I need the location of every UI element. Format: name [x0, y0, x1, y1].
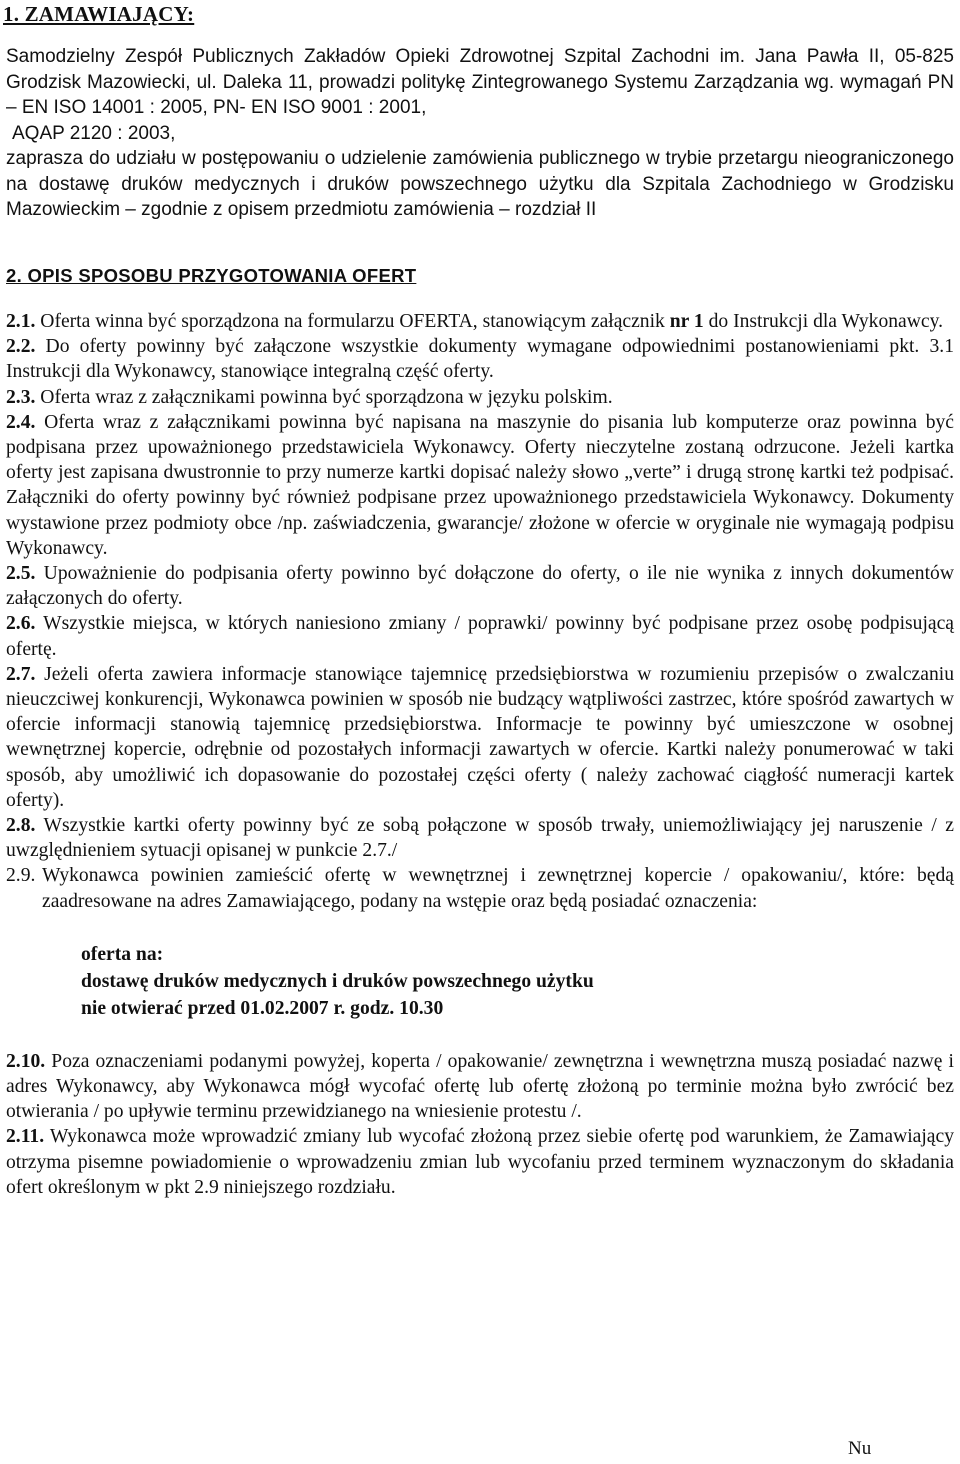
page-footer: Nu: [848, 1438, 872, 1459]
paragraph-text: Wykonawca może wprowadzić zmiany lub wycofać złożoną przez siebie ofertę pod warunkiem, że Zamawiający otrzyma pisemne powiadomienie o wprowadzeniu zmian lub wycofaniu przed terminem wyznaczonym do składania ofert określonym w pkt 2.9 niniejszego rozdziału.: [6, 1126, 954, 1198]
paragraph-number: 2.3.: [6, 386, 36, 408]
paragraph-text: Oferta winna być sporządzona na formularzu OFERTA, stanowiącym załącznik: [35, 311, 670, 332]
paragraph-2-2: [6, 334, 954, 384]
paragraph-number: 2.8.: [6, 815, 36, 837]
paragraph-2-5: [6, 561, 954, 611]
paragraph-text: Poza oznaczeniami podanymi powyżej, koperta / opakowanie/ zewnętrzna i wewnętrzna muszą posiadać nazwę i adres Wykonawcy, aby Wykonawca mógł wycofać ofertę lub ofertę złożoną po terminie można było zwrócić bez otwierania / po upływie terminu przewidzianego na wniesienie protestu /.: [6, 1050, 954, 1123]
envelope-marking: [81, 941, 954, 1022]
attachment-number: nr 1: [669, 311, 704, 332]
paragraph-text: do Instrukcji dla Wykonawcy.: [703, 311, 944, 332]
paragraph-number: 2.10.: [6, 1050, 46, 1072]
paragraph-text: Wykonawca powinien zamieścić ofertę w wewnętrznej i zewnętrznej kopercie / opakowaniu/, które: będą zaadresowane na adres Zamawiającego, podany na wstępie oraz będą posiadać oznaczenia:: [42, 865, 954, 912]
envelope-line-3: nie otwierać przed 01.02.2007 r. godz. 10.30: [81, 997, 444, 1019]
paragraph-number: 2.5.: [6, 563, 36, 585]
paragraph-number: 2.1.: [6, 311, 36, 332]
paragraph-text: Jeżeli oferta zawiera informacje stanowiące tajemnicę przedsiębiorstwa w rozumieniu przepisów o zwalczaniu nieuczciwej konkurencji, Wykonawca powinien w sposób nie budzący wątpliwości zastrzec, które spośród zawartych w ofercie informacji stanowią tajemnicę przedsiębiorstwa. Informacje te powinny być umieszczone w osobnej wewnętrznej kopercie, odrębnie od pozostałych informacji zawartych w ofercie. Kartki należy ponumerować w taki sposób, aby umożliwić ich dopasowanie do pozostałej części oferty ( należy zachować ciągłość numeracji kartek oferty).: [6, 663, 954, 811]
paragraph-2-6: [6, 611, 954, 661]
paragraph-2-9: [6, 863, 954, 913]
envelope-line-1: oferta na:: [81, 943, 164, 965]
paragraph-number: 2.2.: [6, 336, 36, 358]
paragraph-number: 2.7.: [6, 663, 36, 685]
paragraph-2-8: [6, 813, 954, 863]
paragraph-text: Wszystkie miejsca, w których naniesiono zmiany / poprawki/ powinny być podpisane przez osobę podpisującą ofertę.: [6, 613, 954, 660]
intro-invitation: zaprasza do udziału w postępowaniu o udzielenie zamówienia publicznego w trybie przetargu nieograniczonego na dostawę druków medycznych i druków powszechnego użytku dla Szpitala Zachodniego w Grodzisku Mazowieckim – zgodnie z opisem przedmiotu zamówienia – rozdział II: [6, 148, 954, 220]
intro-aqap: AQAP 2120 : 2003,: [12, 122, 176, 144]
paragraph-number: 2.6.: [6, 613, 36, 635]
section-2-heading: 2. OPIS SPOSOBU PRZYGOTOWANIA OFERT: [6, 265, 417, 286]
section-2-body: [6, 309, 954, 1200]
paragraph-2-7: [6, 662, 954, 813]
paragraph-2-11: [6, 1124, 954, 1200]
paragraph-number: 2.9.: [6, 865, 36, 887]
paragraph-number: 2.4.: [6, 411, 36, 433]
paragraph-text: Wszystkie kartki oferty powinny być ze sobą połączone w sposób trwały, uniemożliwiający jej naruszenie / z uwzględnieniem sytuacji opisanej w punkcie 2.7./: [6, 815, 954, 862]
paragraph-text: Oferta wraz z załącznikami powinna być napisana na maszynie do pisania lub komputerze oraz powinna być podpisana przez upoważnionego przedstawiciela Wykonawcy. Oferty nieczytelne zostaną odrzucone. Jeżeli kartka oferty jest zapisana dwustronnie to przy numerze kartki dopisać należy słowo „verte” i drugą stronę kartki też podpisać. Załączniki do oferty powinny być również podpisane przez upoważnionego przedstawiciela Wykonawcy. Dokumenty wystawione przez podmioty obce /np. zaświadczenia, gwarancje/ złożone w ofercie w oryginale nie wymagają podpisu Wykonawcy.: [6, 411, 954, 559]
paragraph-2-1: [6, 309, 954, 334]
paragraph-2-4: [6, 410, 954, 561]
envelope-line-2: dostawę druków medycznych i druków powszechnego użytku: [81, 970, 594, 992]
section-1-intro: [6, 44, 954, 223]
section-1-heading: 1. ZAMAWIAJĄCY:: [3, 2, 195, 26]
paragraph-2-10: [6, 1049, 954, 1125]
paragraph-text: Upoważnienie do podpisania oferty powinno być dołączone do oferty, o ile nie wynika z innych dokumentów załączonych do oferty.: [6, 563, 954, 610]
paragraph-text: Do oferty powinny być załączone wszystkie dokumenty wymagane odpowiednimi postanowieniami pkt. 3.1 Instrukcji dla Wykonawcy, stanowiące integralną część oferty.: [6, 336, 954, 383]
intro-organization: Samodzielny Zespół Publicznych Zakładów Opieki Zdrowotnej Szpital Zachodni im. Jana Pawła II, 05-825 Grodzisk Mazowiecki, ul. Daleka 11, prowadzi politykę Zintegrowanego Systemu Zarządzania wg. wymagań PN – EN ISO 14001 : 2005, PN- EN ISO 9001 : 2001,: [6, 46, 954, 118]
paragraph-2-3: [6, 385, 954, 410]
paragraph-text: Oferta wraz z załącznikami powinna być sporządzona w języku polskim.: [35, 386, 613, 408]
paragraph-number: 2.11.: [6, 1126, 45, 1148]
